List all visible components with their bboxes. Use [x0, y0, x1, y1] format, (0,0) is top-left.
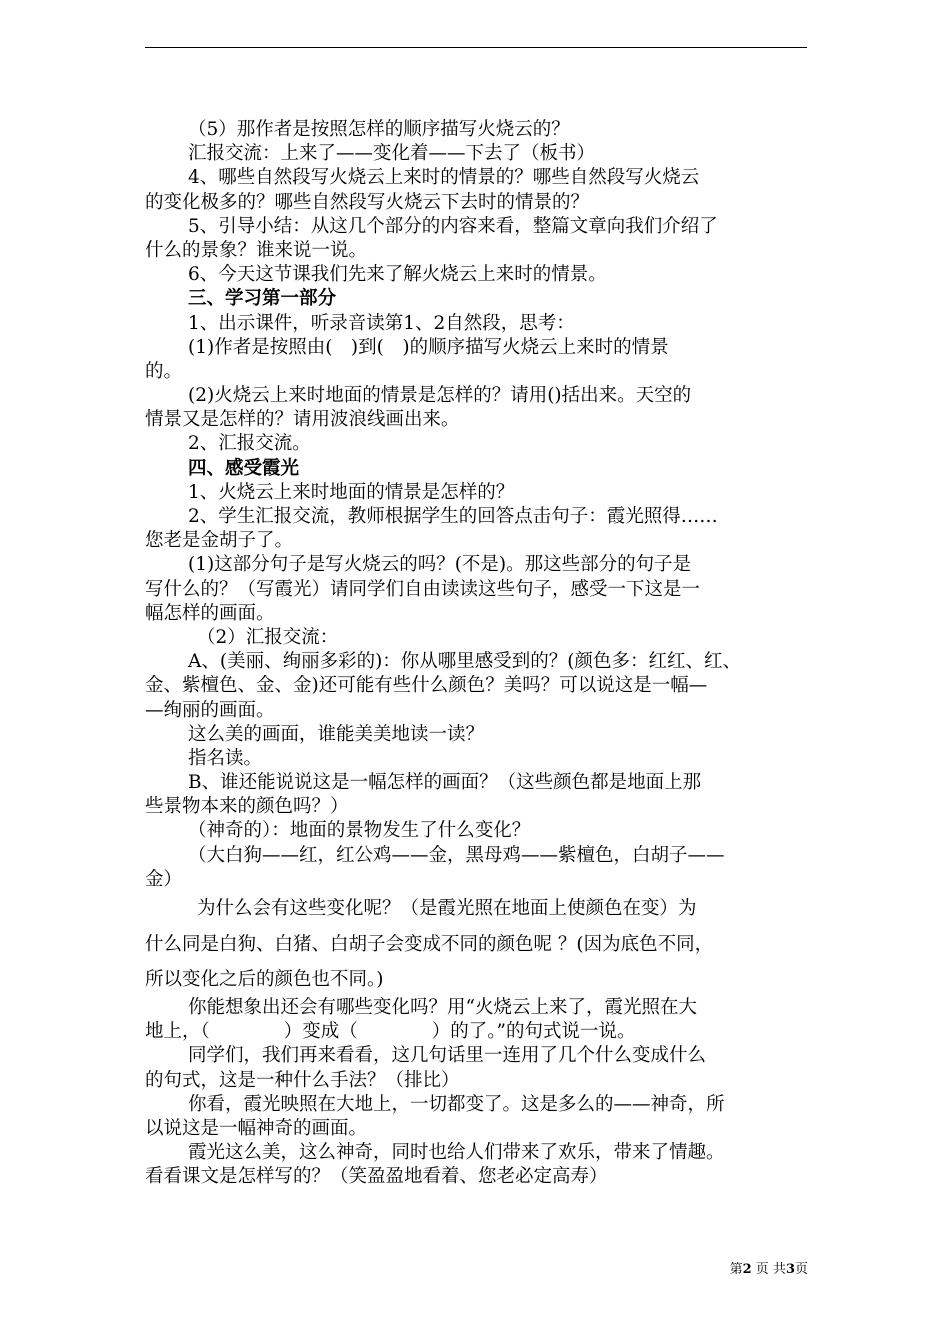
text-line: 霞光这么美，这么神奇，同时也给人们带来了欢乐，带来了情趣。	[188, 1142, 725, 1164]
section-heading: 四、感受霞光	[188, 457, 300, 479]
text-line: 6、今天这节课我们先来了解火烧云上来时的情景。	[188, 264, 607, 286]
text-line: —绚丽的画面。	[145, 699, 275, 721]
text-line: 4、哪些自然段写火烧云上来时的情景的？哪些自然段写火烧云	[188, 167, 700, 189]
text-line: 你看，霞光映照在大地上，一切都变了。这是多么的——神奇，所	[188, 1093, 725, 1115]
text-line: 的句式，这是一种什么手法？（排比）	[145, 1069, 460, 1091]
text-line: 的变化极多的？哪些自然段写火烧云下去时的情景的？	[145, 191, 590, 213]
text-line: 幅怎样的画面。	[145, 602, 275, 624]
header-rule	[145, 47, 807, 48]
text-line: A、(美丽、绚丽多彩的)：你从哪里感受到的？(颜色多：红红、红、	[188, 651, 742, 673]
text-line: 为什么会有这些变化呢？（是霞光照在地面上使颜色在变）为	[197, 898, 697, 919]
text-line: 汇报交流：上来了——变化着——下去了（板书）	[188, 143, 596, 165]
text-line: 地上，（ ）变成（ ）的了。”的句式说一说。	[145, 1021, 636, 1043]
text-line: 你能想象出还会有哪些变化吗？用“火烧云上来了，霞光照在大	[188, 997, 697, 1018]
text-line: 什么的景象？谁来说一说。	[145, 239, 368, 261]
text-line: (2)火烧云上来时地面的情景是怎样的？请用()括出来。天空的	[188, 385, 692, 407]
text-line: （5）那作者是按照怎样的顺序描写火烧云的？	[188, 119, 570, 140]
text-line: B、谁还能说说这是一幅怎样的画面？（这些颜色都是地面上那	[188, 772, 702, 794]
section-heading: 三、学习第一部分	[188, 288, 337, 310]
text-line: 这么美的画面，谁能美美地读一读？	[188, 723, 485, 745]
footer-suffix: 页	[794, 1262, 808, 1277]
text-line: 看看课文是怎样写的？（笑盈盈地看着、您老必定高寿）	[145, 1166, 608, 1188]
text-line: （2）汇报交流：	[197, 626, 339, 648]
page-footer	[730, 1258, 808, 1277]
text-line: 金）	[145, 868, 183, 890]
text-line: 以说这是一幅神奇的画面。	[145, 1117, 368, 1139]
document-body	[145, 118, 810, 1190]
text-line: 所以变化之后的颜色也不同。)	[145, 969, 384, 990]
text-line: 些景物本来的颜色吗？）	[145, 796, 349, 818]
text-line: 2、汇报交流。	[188, 433, 311, 455]
text-line: 2、学生汇报交流，教师根据学生的回答点击句子：霞光照得……	[188, 506, 718, 527]
text-line: 金、紫檀色、金、金)还可能有些什么颜色？美吗？可以说这是一幅—	[145, 675, 708, 697]
footer-prefix: 第	[729, 1262, 743, 1277]
text-line: 情景又是怎样的？请用波浪线画出来。	[145, 409, 460, 431]
text-line: （大白狗——红，红公鸡——金，黑母鸡——紫檀色，白胡子——	[188, 844, 725, 866]
text-line: 1、出示课件，听录音读第1、2自然段，思考：	[188, 312, 575, 334]
text-line: (1)作者是按照由( )到( )的顺序描写火烧云上来时的情景	[188, 336, 669, 358]
footer-page-number: 2	[742, 1262, 752, 1277]
text-line: 1、火烧云上来时地面的情景是怎样的？	[188, 481, 515, 503]
text-line: 的。	[145, 360, 183, 382]
footer-total-pages: 3	[785, 1262, 795, 1277]
text-line: 5、引导小结：从这几个部分的内容来看，整篇文章向我们介绍了	[188, 215, 718, 237]
text-line: (1)这部分句子是写火烧云的吗？(不是)。那这些部分的句子是	[188, 554, 692, 576]
text-line: 什么同是白狗、白猪、白胡子会变成不同的颜色呢 ？(因为底色不同，	[145, 934, 714, 955]
footer-middle: 页 共	[755, 1262, 786, 1277]
text-line: 您老是金胡子了。	[145, 530, 294, 552]
text-line: 同学们，我们再来看看，这几句话里一连用了几个什么变成什么	[188, 1045, 707, 1067]
text-line: 写什么的？（写霞光）请同学们自由读读这些句子，感受一下这是一	[145, 578, 701, 600]
text-line: （神奇的）：地面的景物发生了什么变化？	[188, 820, 531, 842]
text-line: 指名读。	[188, 747, 263, 769]
